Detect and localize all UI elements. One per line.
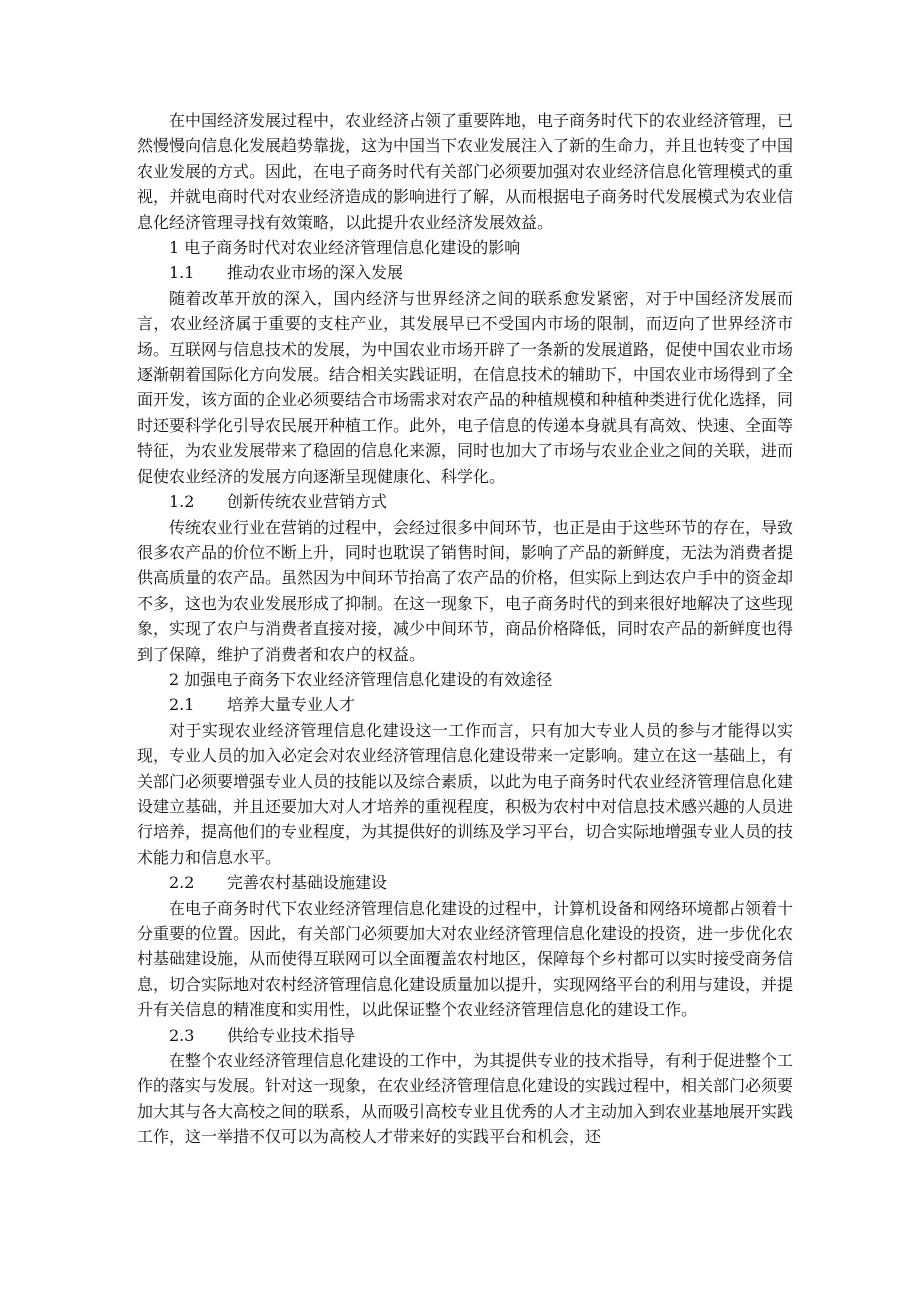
section-2-3-heading [137, 1023, 793, 1048]
intro-paragraph: 在中国经济发展过程中，农业经济占领了重要阵地，电子商务时代下的农业经济管理，已然慢慢向信息化发展趋势靠拢，这为中国当下农业发展注入了新的生命力，并且也转变了中国农业发展的方式。因此，在电子商务时代有关部门必须要加强对农业经济信息化管理模式的重视，并就电商时代对农业经济造成的影响进行了解，从而根据电子商务时代发展模式为农业信息化经济管理寻找有效策略，以此提升农业经济发展效益。 [137, 111, 794, 232]
section-1-2-heading [137, 489, 793, 514]
section-2-2-heading [137, 870, 793, 895]
document-page [137, 108, 793, 1150]
section-1-2-number: 1.2 [169, 492, 195, 512]
section-2-1-title: 培养大量专业人才 [227, 695, 356, 715]
section-2-2-paragraph: 在电子商务时代下农业经济管理信息化建设的过程中，计算机设备和网络环境都占领着十分重要的位置。因此，有关部门必须要加大对农业经济管理信息化建设的投资，进一步优化农村基础建设施，从而使得互联网可以全面覆盖农村地区，保障每个乡村都可以实时接受商务信息，切合实际地对农村经济管理信息化建设质量加以提升，实现网络平台的利用与建设，并提升有关信息的精准度和实用性，以此保证整个农业经济管理信息化的建设工作。 [137, 898, 794, 1020]
section-2-1-heading [137, 692, 793, 717]
section-2-2-title: 完善农村基础设施建设 [227, 873, 388, 893]
section-1-1-paragraph: 随着改革开放的深入，国内经济与世界经济之间的联系愈发紧密，对于中国经济发展而言，农业经济属于重要的支柱产业，其发展早已不受国内市场的限制，而迈向了世界经济市场。互联网与信息技术的发展，为中国农业市场开辟了一条新的发展道路，促使中国农业市场逐渐朝着国际化方向发展。结合相关实践证明，在信息技术的辅助下，中国农业市场得到了全面开发，该方面的企业必须要结合市场需求对农产品的种植规模和种植种类进行优化选择，同时还要科学化引导农民展开种植工作。此外，电子信息的传递本身就具有高效、快速、全面等特征，为农业发展带来了稳固的信息化来源，同时也加大了市场与农业企业之间的关联，进而促使农业经济的发展方向逐渐呈现健康化、科学化。 [137, 288, 794, 486]
section-2-heading: 2 加强电子商务下农业经济管理信息化建设的有效途径 [169, 669, 553, 689]
section-2-3-number: 2.3 [169, 1025, 195, 1045]
section-1-heading: 1 电子商务时代对农业经济管理信息化建设的影响 [169, 238, 521, 258]
section-1-1-heading [137, 260, 793, 285]
section-2-1-paragraph: 对于实现农业经济管理信息化建设这一工作而言，只有加大专业人员的参与才能得以实现，专业人员的加入必定会对农业经济管理信息化建设带来一定影响。建立在这一基础上，有关部门必须要增强专业人员的技能以及综合素质，以此为电子商务时代农业经济管理信息化建设建立基础，并且还要加大对人才培养的重视程度，积极为农村中对信息技术感兴趣的人员进行培养，提高他们的专业程度，为其提供好的训练及学习平台，切合实际地增强专业人员的技术能力和信息水平。 [137, 720, 794, 867]
section-2-2-number: 2.2 [169, 873, 195, 893]
section-1-1-number: 1.1 [169, 263, 195, 283]
section-1-1-title: 推动农业市场的深入发展 [227, 263, 404, 283]
section-1-2-title: 创新传统农业营销方式 [227, 492, 388, 512]
section-2-3-paragraph: 在整个农业经济管理信息化建设的工作中，为其提供专业的技术指导，有利于促进整个工作的落实与发展。针对这一现象，在农业经济管理信息化建设的实践过程中，相关部门必须要加大其与各大高校之间的联系，从而吸引高校专业且优秀的人才主动加入到农业基地展开实践工作，这一举措不仅可以为高校人才带来好的实践平台和机会，还 [137, 1051, 794, 1147]
section-1-2-paragraph: 传统农业行业在营销的过程中，会经过很多中间环节，也正是由于这些环节的存在，导致很多农产品的价位不断上升，同时也耽误了销售时间，影响了产品的新鲜度，无法为消费者提供高质量的农产品。虽然因为中间环节抬高了农产品的价格，但实际上到达农户手中的资金却不多，这也为农业发展形成了抑制。在这一现象下，电子商务时代的到来很好地解决了这些现象，实现了农户与消费者直接对接，减少中间环节，商品价格降低，同时农产品的新鲜度也得到了保障，维护了消费者和农户的权益。 [137, 517, 794, 664]
section-2-1-number: 2.1 [169, 695, 195, 715]
section-2-3-title: 供给专业技术指导 [227, 1025, 356, 1045]
